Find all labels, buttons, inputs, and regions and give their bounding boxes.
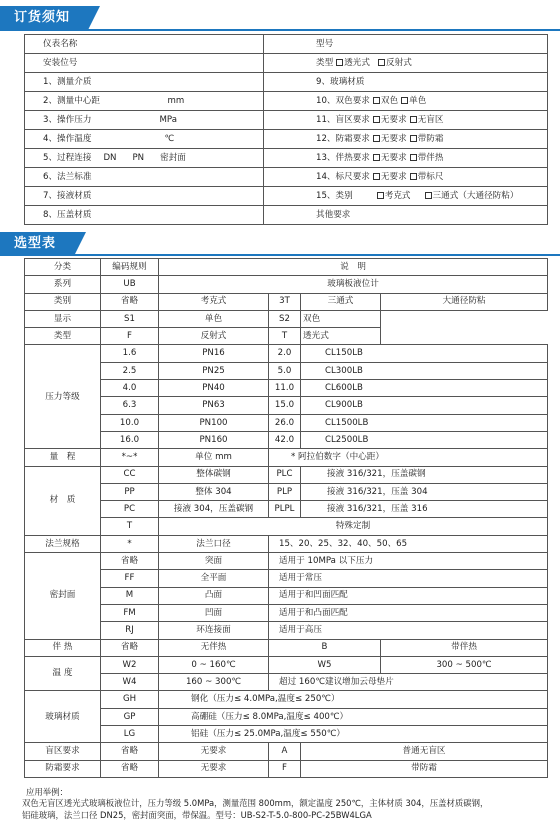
order-banner [0,6,100,30]
desc-cell: 适用于和凸面匹配 [269,604,548,621]
order-option: 无要求 [380,114,407,125]
desc-cell: 突面 [159,553,269,570]
example-note [22,787,489,821]
desc-cell: 适用于常压 [269,570,548,587]
table-row [25,449,548,466]
selection-table [24,258,548,778]
code-cell: T [101,518,159,535]
desc-cell: PN63 [159,397,269,414]
code-cell: PLPL [269,501,301,518]
table-row [25,674,548,691]
order-cell [25,111,264,130]
order-cell [25,149,264,168]
row-label: 温 度 [25,656,101,691]
order-option: 无要求 [380,152,407,163]
code-cell: *~* [101,449,159,466]
checkbox[interactable] [410,116,417,123]
code-cell: GH [101,691,159,708]
table-row [25,501,548,518]
desc-cell: 接液 316/321，压盖 316 [301,501,548,518]
table-row [25,380,548,397]
order-cell: 8、压盖材质 [25,206,264,225]
code-cell: M [101,587,159,604]
order-unit: MPa [159,114,177,125]
desc-cell: CL600LB [301,380,548,397]
row-label: 量 程 [25,449,101,466]
order-cell: 1、测量介质 [25,73,264,92]
desc-cell: CL300LB [301,362,548,379]
table-row [25,518,548,535]
code-cell: 3T [269,293,301,310]
order-cell: 6、法兰标准 [25,168,264,187]
desc-cell: 铝硅（压力≤ 25.0MPa,温度≤ 550℃） [159,726,548,743]
desc-cell: PN160 [159,431,269,448]
desc-cell: 带伴热 [381,639,548,656]
desc-cell: 钢化（压力≤ 4.0MPa,温度≤ 250℃） [159,691,548,708]
checkbox[interactable] [377,192,384,199]
table-row [25,656,548,673]
order-unit: ℃ [164,133,175,144]
desc-cell: PN100 [159,414,269,431]
desc-cell: CL2500LB [301,431,548,448]
code-cell: 省略 [101,293,159,310]
checkbox[interactable] [373,116,380,123]
order-option: 带标尺 [417,171,444,182]
order-text: 12、防霜要求 [316,133,370,144]
code-cell: 42.0 [269,431,301,448]
desc-cell: 带防霜 [301,760,548,777]
order-row [25,35,548,54]
order-text: 10、双色要求 [316,95,370,106]
desc-cell: 无要求 [159,760,269,777]
order-cell [264,149,548,168]
desc-cell: 凹面 [159,604,269,621]
desc-cell: 法兰口径 [159,535,269,552]
code-cell: PLP [269,483,301,500]
table-row [25,622,548,639]
order-row [25,149,548,168]
desc-cell: CL150LB [301,345,548,362]
table-row [25,345,548,362]
order-cell [264,168,548,187]
code-cell: W2 [101,656,159,673]
order-option: 考克式 [384,190,411,201]
order-option: 带防霜 [417,133,444,144]
desc-cell: 全平面 [159,570,269,587]
checkbox[interactable] [373,97,380,104]
order-text: 11、盲区要求 [316,114,370,125]
desc-cell: PN40 [159,380,269,397]
order-option: 反射式 [386,57,412,68]
row-label: 密封面 [25,553,101,639]
table-row [25,639,548,656]
code-cell: F [101,328,159,345]
code-cell: 1.6 [101,345,159,362]
code-cell: 16.0 [101,431,159,448]
order-option: 无盲区 [417,114,444,125]
code-cell: 26.0 [269,414,301,431]
table-row [25,570,548,587]
table-row [25,708,548,725]
order-text: 2、测量中心距 [43,95,101,106]
checkbox[interactable] [378,59,385,66]
sel-banner [0,232,86,256]
code-cell: RJ [101,622,159,639]
order-text: PN [132,152,145,163]
table-row [25,604,548,621]
order-cell [264,54,548,73]
order-unit: mm [167,95,185,106]
order-option: 单色 [409,95,427,106]
desc-cell: 300 ~ 500℃ [381,656,548,673]
row-label: 玻璃材质 [25,691,101,743]
order-text: 13、伴热要求 [316,152,370,163]
desc-cell: 透光式 [301,328,381,345]
desc-cell: 凸面 [159,587,269,604]
sel-title: 选型表 [0,232,74,256]
table-row [25,466,548,483]
row-label: 显示 [25,310,101,327]
table-row [25,276,548,293]
code-cell: 11.0 [269,380,301,397]
order-title: 订货须知 [0,6,88,30]
order-row [25,130,548,149]
row-label: 伴 热 [25,639,101,656]
table-row [25,293,548,310]
header-cell: 分类 [25,259,101,276]
code-cell: UB [101,276,159,293]
order-row [25,187,548,206]
table-row [25,483,548,500]
code-cell: 4.0 [101,380,159,397]
desc-cell: CL1500LB [301,414,548,431]
order-table [24,34,548,225]
order-cell [25,92,264,111]
row-label: 法兰规格 [25,535,101,552]
order-cell: 其他要求 [264,206,548,225]
order-cell [264,187,548,206]
table-row [25,760,548,777]
desc-cell: 整体 304 [159,483,269,500]
desc-cell: 无要求 [159,743,269,760]
table-row [25,310,548,327]
order-option: 带伴热 [417,152,444,163]
desc-cell: 接液 316/321，压盖碳钢 [301,466,548,483]
desc-cell: 反射式 [159,328,269,345]
table-row [25,362,548,379]
desc-cell: 接液 316/321，压盖 304 [301,483,548,500]
order-text: 5、过程连接 [43,152,92,163]
code-cell: T [269,328,301,345]
code-cell: LG [101,726,159,743]
table-row [25,587,548,604]
order-option: 三通式（大通径防粘） [432,190,519,201]
desc-cell: 适用于 10MPa 以下压力 [269,553,548,570]
order-text: 密封面 [160,152,186,163]
desc-cell: 普通无盲区 [301,743,548,760]
code-cell: FF [101,570,159,587]
row-label: 盲区要求 [25,743,101,760]
code-cell: B [269,639,381,656]
code-cell: 15.0 [269,397,301,414]
checkbox[interactable] [373,135,380,142]
desc-cell: 整体碳钢 [159,466,269,483]
order-text: DN [103,152,117,163]
order-text: 15、类别 [316,190,353,201]
checkbox[interactable] [373,154,380,161]
table-row [25,553,548,570]
code-cell: CC [101,466,159,483]
code-cell: 2.0 [269,345,301,362]
desc-cell: 接液 304，压盖碳钢 [159,501,269,518]
order-row [25,206,548,225]
row-label: 系列 [25,276,101,293]
order-text: 类型 [316,57,334,68]
order-cell: 9、玻璃材质 [264,73,548,92]
checkbox[interactable] [410,154,417,161]
checkbox[interactable] [410,173,417,180]
order-row [25,111,548,130]
row-label: 材 质 [25,466,101,535]
code-cell: * [101,535,159,552]
code-cell: PC [101,501,159,518]
code-cell: PLC [269,466,301,483]
order-cell: 7、接液材质 [25,187,264,206]
code-cell: 省略 [101,760,159,777]
desc-cell: 考克式 [159,293,269,310]
desc-cell: * 阿拉伯数字（中心距） [269,449,548,466]
order-cell [25,130,264,149]
order-cell: 型号 [264,35,548,54]
order-option: 无要求 [380,133,407,144]
code-cell: S1 [101,310,159,327]
desc-cell: 玻璃板液位计 [159,276,548,293]
code-cell: S2 [269,310,301,327]
desc-cell: 三通式 [301,293,381,310]
desc-cell: PN25 [159,362,269,379]
desc-cell: 适用于和凹面匹配 [269,587,548,604]
desc-cell: 15、20、25、32、40、50、65 [269,535,548,552]
order-cell: 安装位号 [25,54,264,73]
code-cell: 省略 [101,553,159,570]
order-cell: 仪表名称 [25,35,264,54]
checkbox[interactable] [410,135,417,142]
order-text: 3、操作压力 [43,114,92,125]
code-cell: W4 [101,674,159,691]
desc-cell: 双色 [301,310,381,327]
code-cell: 省略 [101,639,159,656]
table-row [25,414,548,431]
order-text: 4、操作温度 [43,133,92,144]
code-cell: 省略 [101,743,159,760]
empty-cell [381,328,548,345]
row-label: 类别 [25,293,101,310]
code-cell: A [269,743,301,760]
example-title: 应用举例： [26,787,68,797]
order-text: 14、标尺要求 [316,171,370,182]
example-line: 铝硅玻璃，法兰口径 DN25，密封面突面，带保温。型号：UB-S2-T-5.0-800-PC-25BW4LGA [22,809,372,820]
table-row [25,431,548,448]
checkbox[interactable] [425,192,432,199]
order-option: 双色 [380,95,399,106]
desc-cell: PN16 [159,345,269,362]
table-row [25,691,548,708]
code-cell: 6.3 [101,397,159,414]
order-cell [264,92,548,111]
desc-cell: 适用于高压 [269,622,548,639]
table-row [25,397,548,414]
header-cell: 编码规则 [101,259,159,276]
checkbox[interactable] [336,59,343,66]
table-row [25,535,548,552]
row-label: 类型 [25,328,101,345]
desc-cell: 高硼硅（压力≤ 8.0MPa,温度≤ 400℃） [159,708,548,725]
table-row [25,259,548,276]
header-cell: 说 明 [159,259,548,276]
desc-cell: 单色 [159,310,269,327]
desc-cell: 160 ~ 300℃ [159,674,269,691]
code-cell: GP [101,708,159,725]
desc-cell: CL900LB [301,397,548,414]
code-cell: 2.5 [101,362,159,379]
order-option: 透光式 [344,57,370,68]
row-label: 防霜要求 [25,760,101,777]
checkbox[interactable] [373,173,380,180]
code-cell: W5 [269,656,381,673]
table-row [25,328,548,345]
order-cell [264,130,548,149]
desc-cell: 环连接面 [159,622,269,639]
order-row [25,54,548,73]
code-cell: PP [101,483,159,500]
order-row [25,92,548,111]
empty-cell [381,310,548,327]
row-label: 压力等级 [25,345,101,449]
table-row [25,743,548,760]
example-line: 双色无盲区透光式玻璃板液位计，压力等级 5.0MPa，测量范围 800mm，额定温度 250℃，主体材质 304，压盖材质碳钢， [22,798,489,809]
order-cell [264,111,548,130]
code-cell: FM [101,604,159,621]
desc-cell: 单位 mm [159,449,269,466]
order-option: 无要求 [380,171,407,182]
code-cell: 5.0 [269,362,301,379]
desc-cell: 特殊定制 [159,518,548,535]
code-cell: 10.0 [101,414,159,431]
code-cell: F [269,760,301,777]
checkbox[interactable] [401,97,408,104]
desc-cell: 无伴热 [159,639,269,656]
desc-cell: 超过 160℃建议增加云母垫片 [269,674,548,691]
desc-cell: 0 ~ 160℃ [159,656,269,673]
desc-cell: 大通径防粘 [381,293,548,310]
table-row [25,726,548,743]
order-row [25,168,548,187]
order-row [25,73,548,92]
